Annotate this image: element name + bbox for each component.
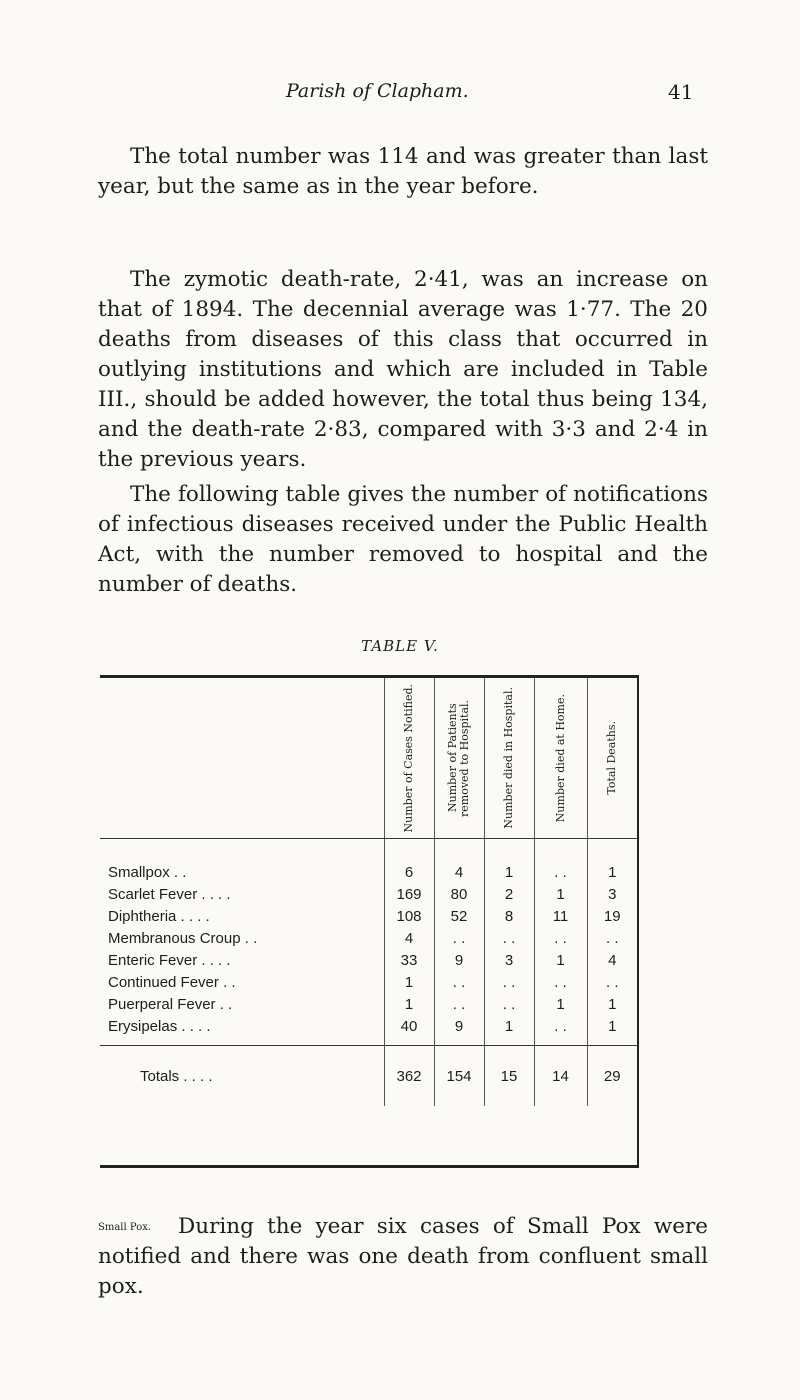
row-value: . . — [484, 993, 534, 1015]
row-value: . . — [534, 927, 587, 949]
small-pox-text: During the year six cases of Small Pox were notified and there was one death from confluent small pox. — [98, 1214, 708, 1299]
row-value: . . — [434, 993, 484, 1015]
row-value: 6 — [384, 861, 434, 883]
row-value: 2 — [484, 883, 534, 905]
table-row — [100, 861, 637, 883]
row-value: 1 — [534, 993, 587, 1015]
table-header-row — [100, 678, 637, 839]
row-value: . . — [534, 861, 587, 883]
row-label: Puerperal Fever . . — [100, 993, 384, 1015]
row-value: 1 — [608, 1017, 617, 1035]
row-value: 14 — [534, 1046, 587, 1107]
row-value: 29 — [587, 1046, 637, 1107]
row-value: 108 — [384, 905, 434, 927]
table-row — [100, 949, 637, 971]
running-title: Parish of Clapham. — [286, 80, 469, 102]
row-value: 1 — [384, 971, 434, 993]
row-value: 3 — [484, 949, 534, 971]
row-value: 8 — [484, 905, 534, 927]
paragraph-total-number: The total number was 114 and was greater than last year, but the same as in the year before. — [98, 144, 708, 199]
row-value: 169 — [384, 883, 434, 905]
row-value: 154 — [434, 1046, 484, 1107]
row-label: Continued Fever . . — [100, 971, 384, 993]
header-cases-notified: Number of Cases Notified. — [384, 678, 434, 839]
table-caption: TABLE V. — [361, 637, 439, 655]
totals-row — [100, 1046, 637, 1107]
row-value: 52 — [434, 905, 484, 927]
table-spacer-row — [100, 1037, 637, 1046]
header-total-deaths: Total Deaths. — [587, 678, 637, 839]
table-row — [100, 1015, 637, 1037]
row-label: Scarlet Fever . . . . — [100, 883, 384, 905]
row-value: 33 — [384, 949, 434, 971]
paragraph-small-pox — [98, 1212, 708, 1302]
row-value: . . — [605, 973, 619, 991]
row-label: Smallpox . . — [100, 861, 384, 883]
row-value: 1 — [534, 883, 587, 905]
table-row — [100, 883, 637, 905]
page-number: 41 — [668, 80, 694, 104]
row-value: 3 — [608, 885, 617, 903]
page-header — [0, 80, 800, 110]
row-value: 362 — [384, 1046, 434, 1107]
table-spacer-row — [100, 839, 637, 862]
table-row — [100, 927, 637, 949]
row-value: 80 — [434, 883, 484, 905]
row-value: 15 — [484, 1046, 534, 1107]
header-died-in-hospital: Number died in Hospital. — [484, 678, 534, 839]
table-row — [100, 993, 637, 1015]
row-value: 4 — [608, 951, 617, 969]
paragraph-table-intro: The following table gives the number of notifications of infectious diseases received under the Public Health Act, with the number removed to hospital and the number of deaths. — [98, 482, 708, 597]
notifications-table — [100, 675, 639, 1168]
row-value: 9 — [434, 1015, 484, 1037]
header-died-at-home: Number died at Home. — [534, 678, 587, 839]
row-value: 1 — [608, 863, 617, 881]
row-value: . . — [484, 971, 534, 993]
row-value: 1 — [608, 995, 617, 1013]
header-blank-cell — [100, 678, 384, 839]
row-value: . . — [534, 971, 587, 993]
row-value: 4 — [434, 861, 484, 883]
sidenote-small-pox: Small Pox. — [98, 1222, 152, 1233]
row-label: Diphtheria . . . . — [100, 905, 384, 927]
row-value: 1 — [484, 861, 534, 883]
row-label: Membranous Croup . . — [100, 927, 384, 949]
row-value: 40 — [384, 1015, 434, 1037]
header-removed-to-hospital: Number of Patients removed to Hospital. — [434, 678, 484, 839]
row-label: Erysipelas . . . . — [100, 1015, 384, 1037]
paragraph-zymotic-death-rate: The zymotic death-rate, 2·41, was an increase on that of 1894. The decennial average was 1·77. The 20 deaths from diseases of this class that occurred in outlying institutions and which are included in Table III., should be added however, the total thus being 134, and the death-rate 2·83, compared with 3·3 and 2·4 in the previous years. — [98, 267, 708, 472]
row-label: Totals . . . . — [100, 1046, 384, 1107]
row-value: 1 — [534, 949, 587, 971]
table-row — [100, 905, 637, 927]
row-value: . . — [484, 927, 534, 949]
table-row — [100, 971, 637, 993]
row-value: 9 — [434, 949, 484, 971]
row-value: . . — [434, 971, 484, 993]
row-value: 1 — [484, 1015, 534, 1037]
row-value: . . — [605, 929, 619, 947]
row-label: Enteric Fever . . . . — [100, 949, 384, 971]
row-value: 19 — [603, 907, 621, 925]
row-value: 1 — [384, 993, 434, 1015]
row-value: 4 — [384, 927, 434, 949]
row-value: . . — [434, 927, 484, 949]
row-value: 11 — [534, 905, 587, 927]
row-value: . . — [534, 1015, 587, 1037]
